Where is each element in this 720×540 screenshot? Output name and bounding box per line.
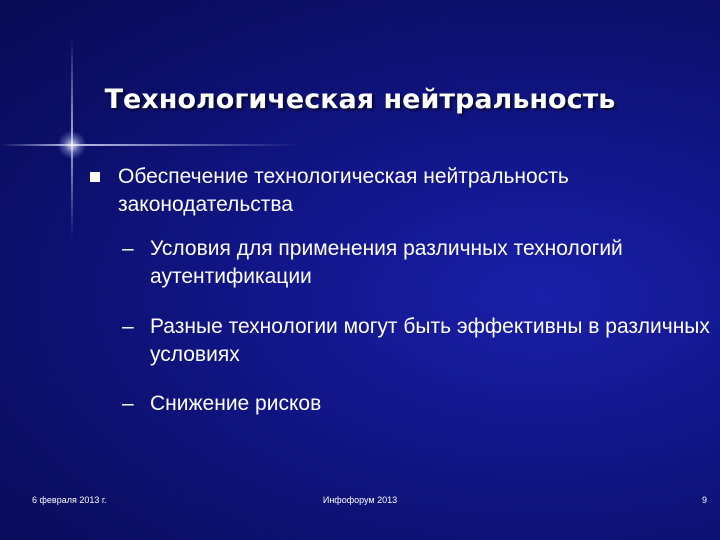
sub-item-1: Условия для применения различных технологий аутентификации (150, 237, 623, 288)
dash-icon: – (122, 392, 134, 415)
footer-event: Инфофорум 2013 (322, 495, 398, 505)
page-number: 9 (701, 495, 707, 505)
dash-icon: – (122, 237, 134, 260)
footer-date: 6 февраля 2013 г. (32, 495, 107, 505)
sub-item-2: Разные технологии могут быть эффективны в различных условиях (150, 315, 710, 366)
star-glow (58, 131, 86, 159)
star-flare-horizontal (0, 144, 300, 146)
dash-icon: – (122, 315, 134, 338)
sub-item-3: Снижение рисков (150, 392, 322, 415)
slide-title: Технологическая нейтральность (104, 84, 616, 115)
square-bullet-icon (90, 172, 100, 182)
bullet-item-text: Обеспечение технологическая нейтральность законодательства (118, 165, 569, 216)
